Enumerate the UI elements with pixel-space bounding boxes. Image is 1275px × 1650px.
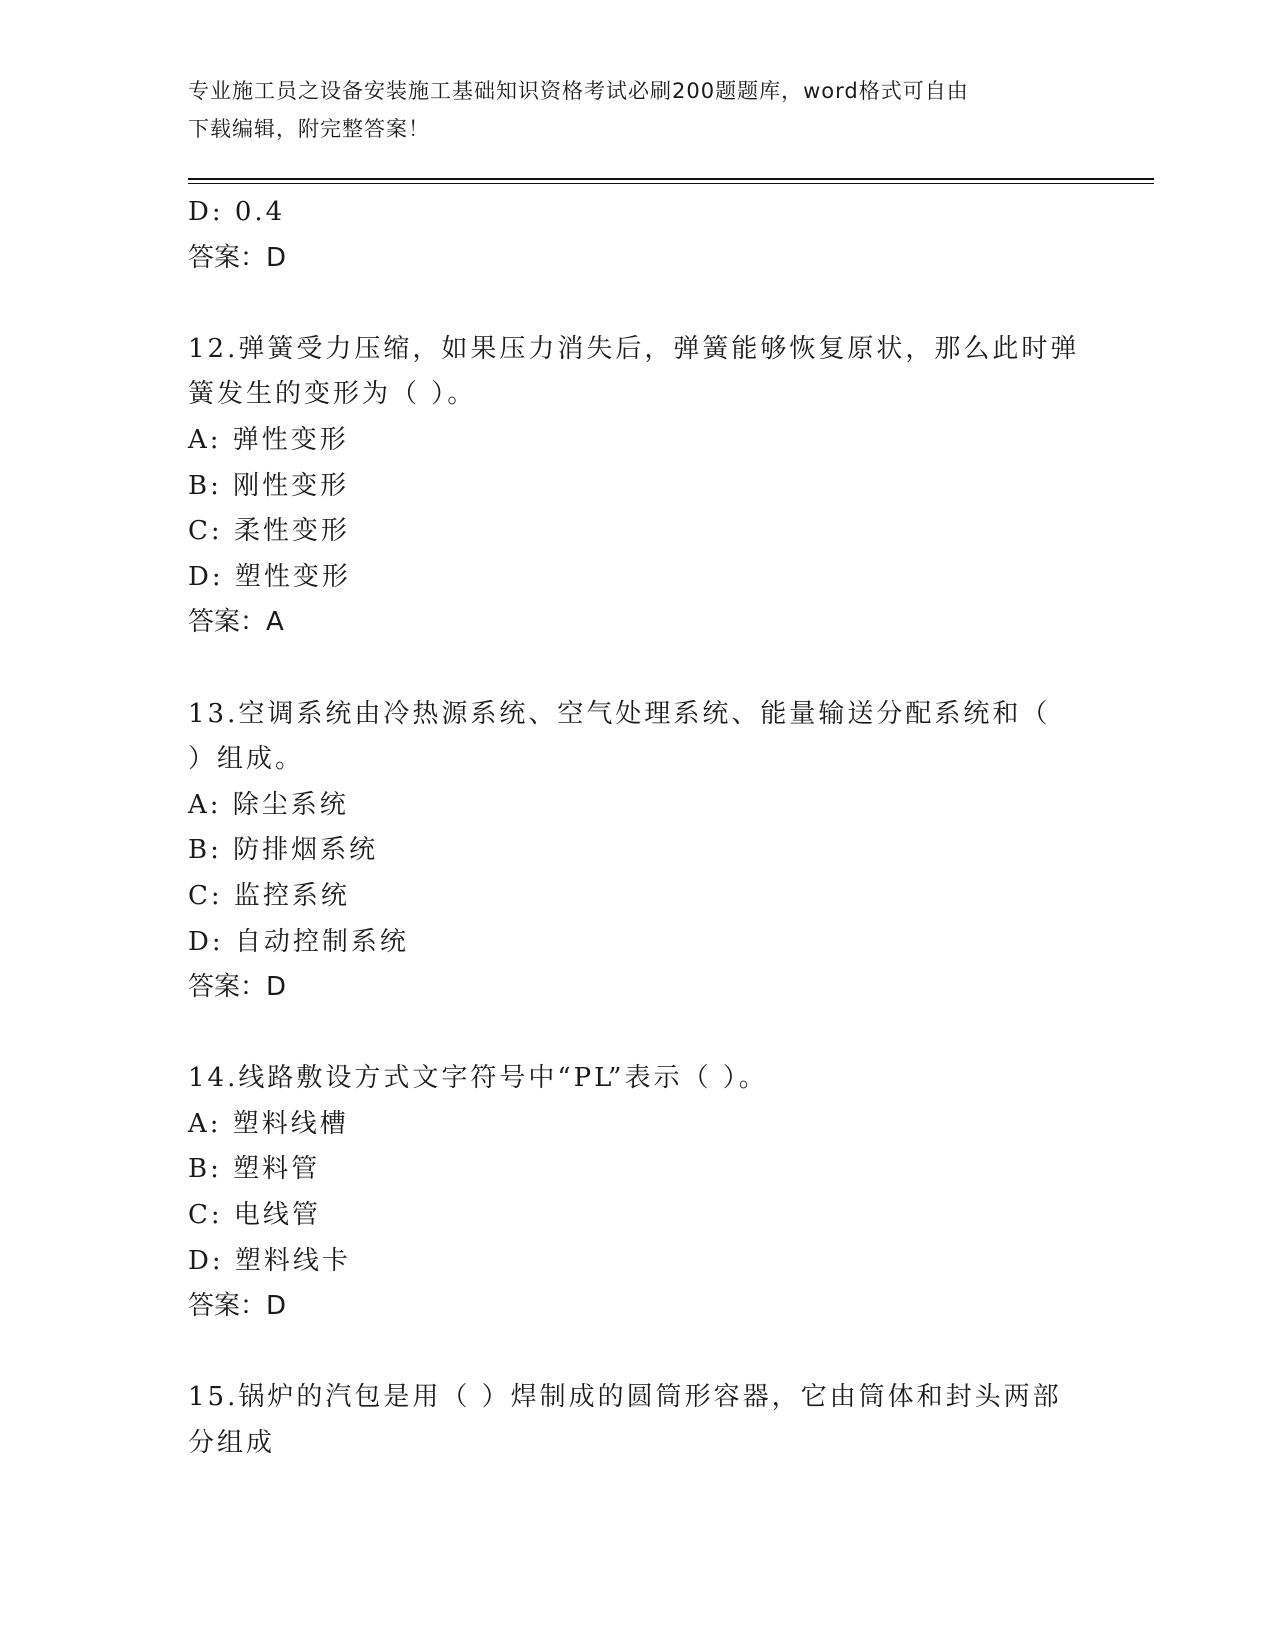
option-d: D: 塑料线卡	[188, 1245, 351, 1276]
question-list	[188, 190, 1088, 1467]
question-stem: 14.线路敷设方式文字符号中“PL”表示（ ）。	[188, 1063, 768, 1094]
spacer	[188, 1330, 1088, 1376]
option-a: A: 弹性变形	[188, 424, 349, 455]
option-a: A: 除尘系统	[188, 789, 349, 820]
option-b: B: 塑料管	[188, 1154, 321, 1185]
question-stem-continued: 簧发生的变形为（ ）。	[188, 379, 477, 410]
header-divider-thick	[188, 178, 1154, 180]
question-stem: 12.弹簧受力压缩，如果压力消失后，弹簧能够恢复原状，那么此时弹	[188, 333, 1080, 364]
option-a: A: 塑料线槽	[188, 1108, 349, 1139]
question-stem: 15.锅炉的汽包是用（ ）焊制成的圆筒形容器，它由筒体和封头两部	[188, 1382, 1062, 1413]
spacer	[188, 281, 1088, 327]
option-d: D: 自动控制系统	[188, 926, 409, 957]
option-b: B: 刚性变形	[188, 470, 350, 501]
question-14	[188, 1056, 1088, 1330]
header-title-line-2: 下载编辑，附完整答案！	[188, 117, 430, 141]
answer-label: 答案：D	[188, 242, 287, 273]
header-title-line-1: 专业施工员之设备安装施工基础知识资格考试必刷200题题库，word格式可自由	[188, 79, 969, 103]
question-12	[188, 327, 1088, 646]
answer-label: 答案：A	[188, 607, 284, 638]
document-header	[188, 72, 1068, 148]
question-stem: 13.空调系统由冷热源系统、空气处理系统、能量输送分配系统和（	[188, 698, 1051, 729]
header-divider-thin	[188, 183, 1154, 184]
spacer	[188, 1011, 1088, 1057]
answer-label: 答案：D	[188, 1291, 287, 1322]
option-c: C: 监控系统	[188, 880, 350, 911]
question-13	[188, 692, 1088, 1011]
option-c: C: 电线管	[188, 1200, 321, 1231]
option-b: B: 防排烟系统	[188, 835, 379, 866]
question-stem-continued: 分组成	[188, 1428, 276, 1459]
option-c: C: 柔性变形	[188, 516, 350, 547]
question-stem-continued: ）组成。	[188, 744, 305, 775]
question-11-tail	[188, 190, 1088, 281]
spacer	[188, 646, 1088, 692]
answer-label: 答案：D	[188, 972, 287, 1003]
option-d: D: 塑性变形	[188, 561, 351, 592]
question-15	[188, 1375, 1088, 1466]
option-d: D: 0.4	[188, 197, 286, 227]
